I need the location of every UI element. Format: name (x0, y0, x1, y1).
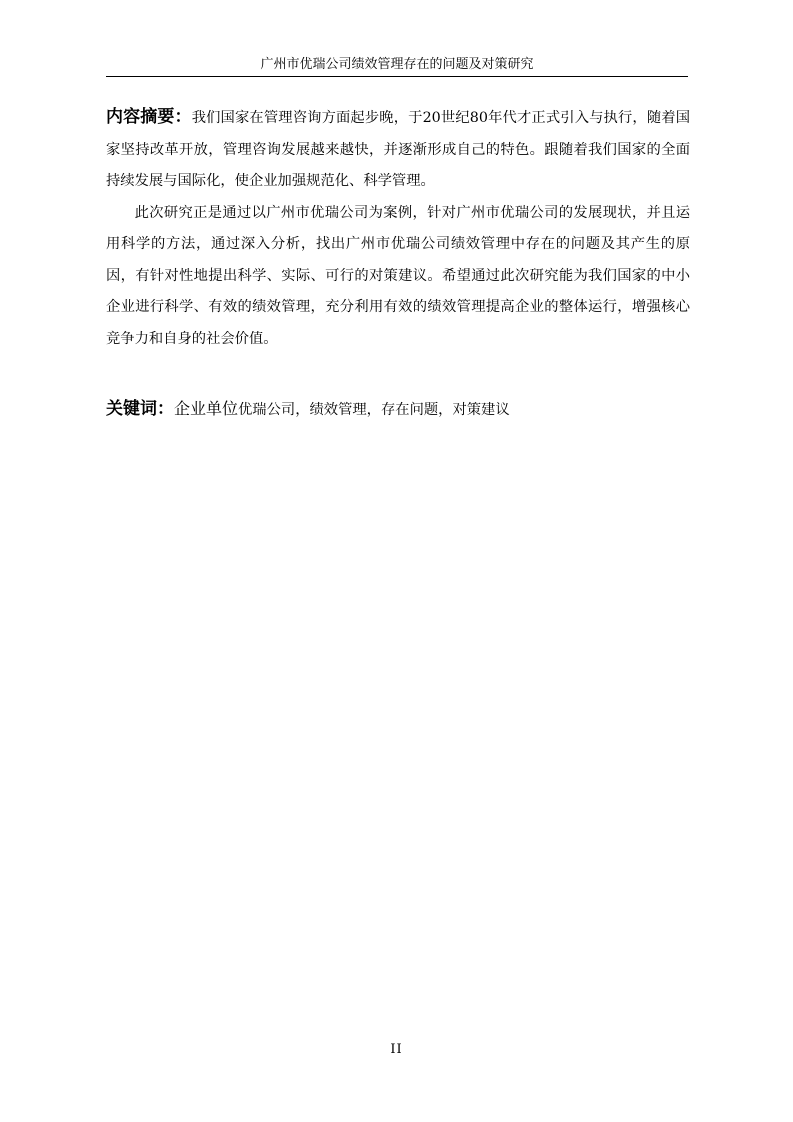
header-rule (106, 76, 688, 77)
abstract-label: 内容摘要： (106, 107, 192, 127)
abstract-text-1: 我们国家在管理咨询方面起步晚，于20世纪80年代才正式引入与执行，随着国家坚持改革开放，管理咨询发展越来越快，并逐渐形成自己的特色。跟随着我们国家的全面持续发展与国际化，使企业加强规范化、科学管理。 (106, 110, 691, 189)
keywords-text: 优瑞公司，绩效管理，存在问题，对策建议 (238, 402, 510, 418)
abstract-paragraph-2: 此次研究正是通过以广州市优瑞公司为案例，针对广州市优瑞公司的发展现状，并且运用科学的方法，通过深入分析，找出广州市优瑞公司绩效管理中存在的问题及其产生的原因，有针对性地提出科学、实际、可行的对策建议。希望通过此次研究能为我们国家的中小企业进行科学、有效的绩效管理，充分利用有效的绩效管理提高企业的整体运行，增强核心竞争力和自身的社会价值。 (106, 204, 690, 347)
running-header-title: 广州市优瑞公司绩效管理存在的问题及对策研究 (260, 57, 534, 72)
page-number: II (390, 1042, 403, 1057)
abstract-section (106, 102, 690, 355)
abstract-paragraph-1 (106, 102, 690, 198)
keywords-label: 关键词： (106, 399, 174, 419)
keywords-section (106, 393, 690, 426)
keywords-lead: 企业单位 (174, 399, 239, 418)
